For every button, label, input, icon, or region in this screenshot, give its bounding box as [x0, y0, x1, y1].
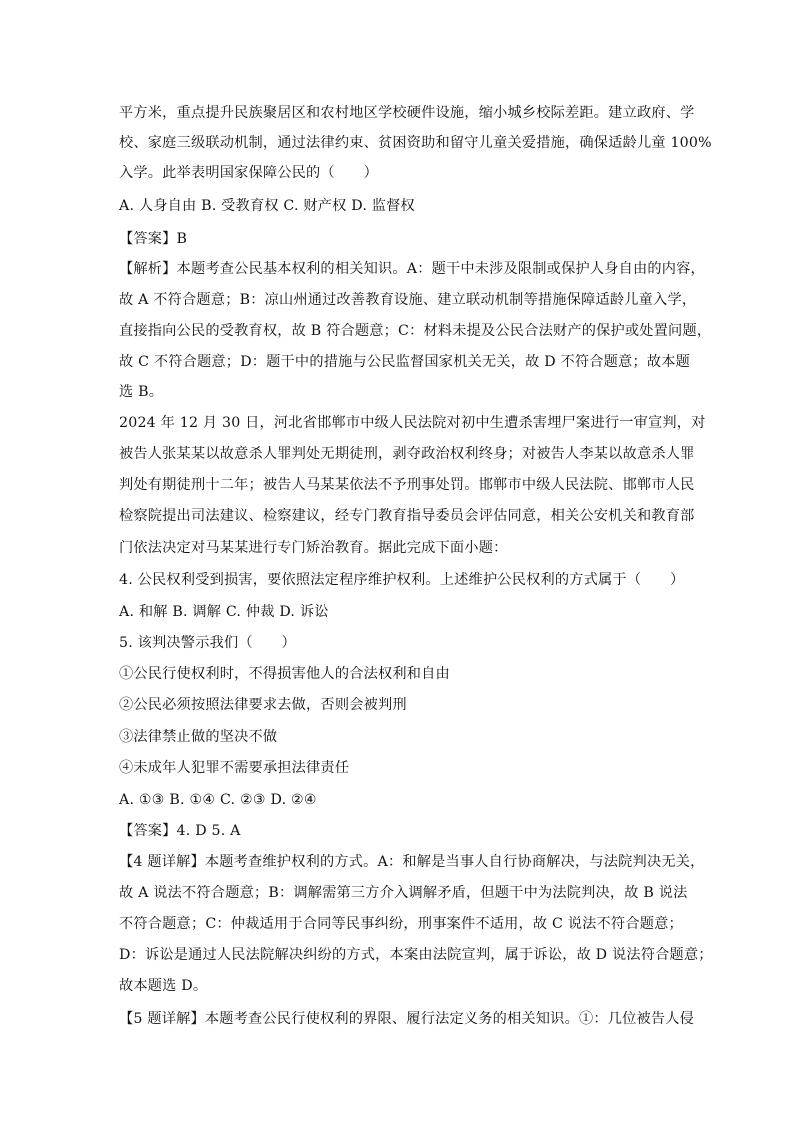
material-line: 2024 年 12 月 30 日，河北省邯郸市中级人民法院对初中生遭杀害埋尸案进行一审宣判，对 — [119, 415, 706, 431]
question-4-options: A. 和解 B. 调解 C. 仲裁 D. 诉讼 — [119, 604, 329, 620]
question-5-item-3: ③法律禁止做的坚决不做 — [119, 729, 278, 745]
analysis-line: 选 B。 — [119, 384, 164, 400]
detail-4-line: D：诉讼是通过人民法院解决纠纷的方式，本案由法院宣判，属于诉讼，故 D 说法符合题意； — [119, 947, 713, 963]
material-line: 判处有期徒刑十二年；被告人马某某依法不予刑事处罚。邯郸市中级人民法院、邯郸市人民 — [119, 477, 695, 493]
question-5-item-4: ④未成年人犯罪不需要承担法律责任 — [119, 760, 350, 776]
question-5-item-1: ①公民行使权利时，不得损害他人的合法权利和自由 — [119, 666, 450, 682]
material-line: 检察院提出司法建议、检察建议，经专门教育指导委员会评估同意，相关公安机关和教育部 — [119, 508, 695, 524]
question-5-options: A. ①③ B. ①④ C. ②③ D. ②④ — [119, 792, 317, 808]
detail-4-line: 【4 题详解】本题考查维护权利的方式。A：和解是当事人自行协商解决，与法院判决无关， — [119, 854, 705, 870]
question-5: 5. 该判决警示我们（ ） — [119, 635, 296, 651]
detail-4-line: 故本题选 D。 — [119, 978, 208, 994]
answer-label: 【答案】B — [119, 231, 188, 247]
analysis-line: 直接指向公民的受教育权，故 B 符合题意；C：材料未提及公民合法财产的保护或处置问题， — [119, 323, 712, 339]
question-5-item-2: ②公民必须按照法律要求去做，否则会被判刑 — [119, 697, 407, 713]
material-line: 门依法决定对马某某进行专门矫治教育。据此完成下面小题： — [119, 540, 508, 556]
material-line: 被告人张某某以故意杀人罪判处无期徒刑，剥夺政治权利终身；对被告人李某以故意杀人罪 — [119, 446, 695, 462]
analysis-line: 【解析】本题考查公民基本权利的相关知识。A：题干中未涉及限制或保护人身自由的内容， — [119, 261, 705, 277]
analysis-line: 故 C 不符合题意；D：题干中的措施与公民监督国家机关无关，故 D 不符合题意；故本题 — [119, 354, 690, 370]
answer-label: 【答案】4. D 5. A — [119, 823, 241, 839]
text-line: 入学。此举表明国家保障公民的（ ） — [119, 165, 378, 181]
analysis-line: 故 A 不符合题意；B：凉山州通过改善教育设施、建立联动机制等措施保障适龄儿童入学， — [119, 292, 697, 308]
text-line: 校、家庭三级联动机制，通过法律约束、贫困资助和留守儿童关爱措施，确保适龄儿童 100% — [119, 135, 712, 151]
answer-options: A. 人身自由 B. 受教育权 C. 财产权 D. 监督权 — [119, 198, 415, 214]
detail-4-line: 不符合题意；C：仲裁适用于合同等民事纠纷，刑事案件不适用，故 C 说法不符合题意； — [119, 916, 683, 932]
detail-4-line: 故 A 说法不符合题意；B：调解需第三方介入调解矛盾，但题干中为法院判决，故 B 说法 — [119, 885, 688, 901]
question-4: 4. 公民权利受到损害，要依照法定程序维护权利。上述维护公民权利的方式属于（ ） — [119, 572, 685, 588]
detail-5-line: 【5 题详解】本题考查公民行使权利的界限、履行法定义务的相关知识。①：几位被告人侵 — [119, 1011, 695, 1027]
text-line: 平方米，重点提升民族聚居区和农村地区学校硬件设施，缩小城乡校际差距。建立政府、学 — [119, 105, 695, 121]
